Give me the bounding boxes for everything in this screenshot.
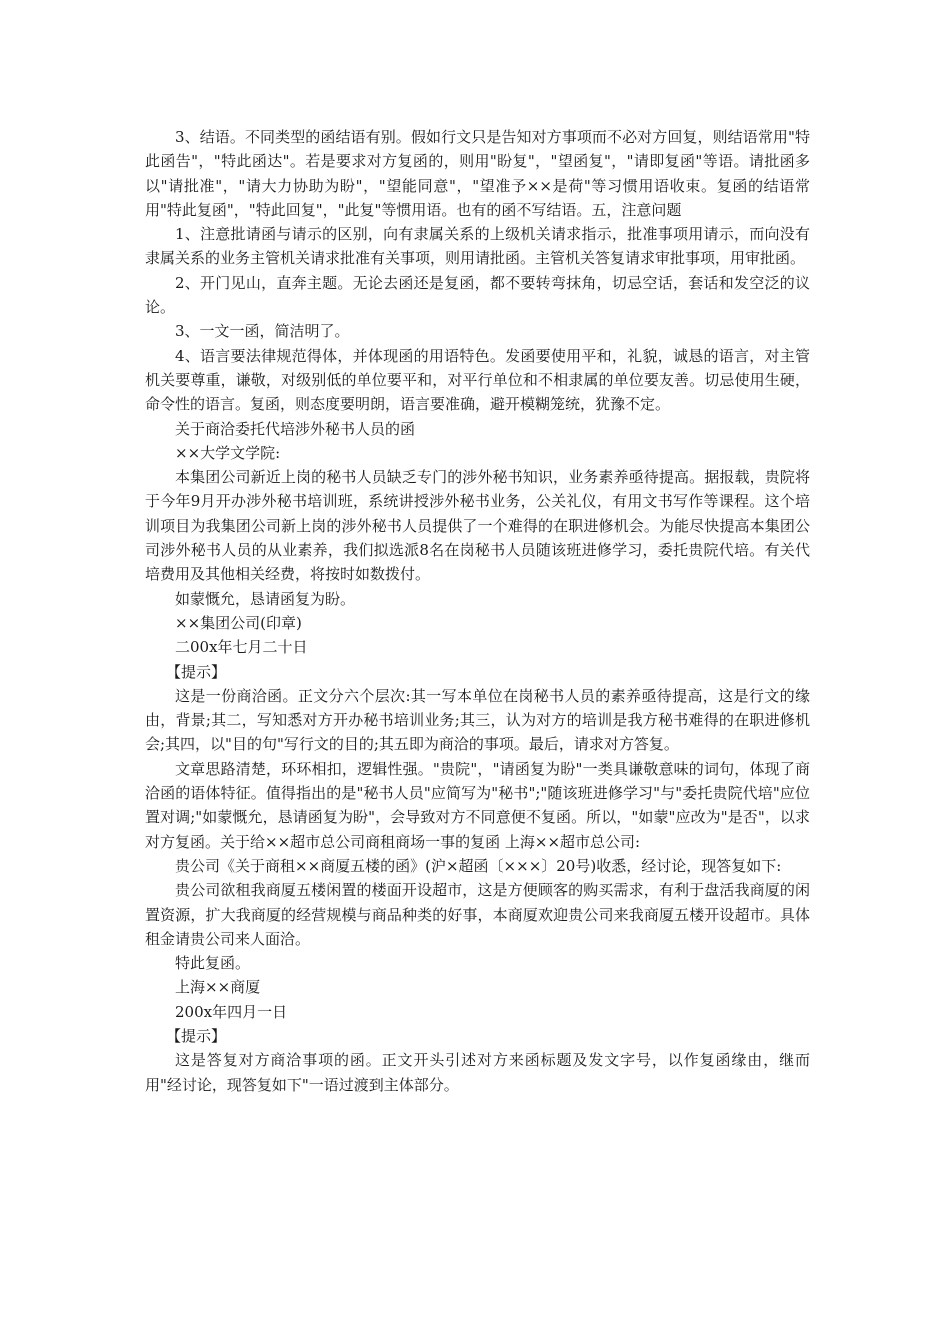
reply-signature: 上海××商厦	[175, 978, 261, 997]
letter-body: 本集团公司新近上岗的秘书人员缺乏专门的涉外秘书知识，业务素养亟待提高。据报载，贵院将于今年9月开办涉外秘书培训班，系统讲授涉外秘书业务，公关礼仪，有用文书写作等课程。这个培训项目为我集团公司新上岗的涉外秘书人员提供了一个难得的在职进修机会。为能尽快提高本集团公司涉外秘书人员的从业素养，我们拟选派8名在岗秘书人员随该班进修学习，委托贵院代培。有关代培费用及其他相关经费，将按时如数拨付。	[145, 468, 810, 584]
reply-body: 贵公司欲租我商厦五楼闲置的楼面开设超市，这是方便顾客的购买需求，有利于盘活我商厦的闲置资源，扩大我商厦的经营规模与商品种类的好事，本商厦欢迎贵公司来我商厦五楼开设超市。具体租金请贵公司来人面洽。	[145, 881, 810, 948]
letter-recipient: ××大学文学院:	[175, 443, 281, 462]
letter-signature: ××集团公司(印章)	[175, 613, 302, 632]
tip-paragraph-2: 文章思路清楚，环环相扣，逻辑性强。"贵院"，"请函复为盼"一类具谦敬意味的词句，体现了商洽函的语体特征。值得指出的是"秘书人员"应简写为"秘书";"随该班进修学习"与"委托贵院代培"应位置对调;"如蒙慨允，恳请函复为盼"，会导致对方不同意便不复函。所以，"如蒙"应改为"是否"，以求对方复函。关于给××超市总公司商租商场一事的复函 上海××超市总公司:	[145, 759, 810, 851]
reply-closing: 特此复函。	[175, 954, 251, 973]
paragraph-note-2: 2、开门见山，直奔主题。无论去函还是复函，都不要转弯抹角，切忌空话，套话和发空泛的议论。	[145, 273, 810, 317]
paragraph-closing-remarks: 3、结语。不同类型的函结语有别。假如行文只是告知对方事项而不必对方回复，则结语常用"特此函告"，"特此函达"。若是要求对方复函的，则用"盼复"，"望函复"，"请即复函"等语。请批函多以"请批准"，"请大力协助为盼"，"望能同意"，"望准予××是荷"等习惯用语收束。复函的结语常用"特此复函"，"特此回复"，"此复"等惯用语。也有的函不写结语。五，注意问题	[145, 128, 810, 219]
letter-closing: 如蒙慨允，恳请函复为盼。	[175, 589, 356, 608]
tip-heading-2: 【提示】	[166, 1026, 227, 1045]
paragraph-note-1: 1、注意批请函与请示的区别，向有隶属关系的上级机关请求指示，批准事项用请示，而向没有隶属关系的业务主管机关请求批准有关事项，则用请批函。主管机关答复请求审批事项，用审批函。	[145, 225, 810, 268]
tip-paragraph-3: 这是答复对方商洽事项的函。正文开头引述对方来函标题及发文字号，以作复函缘由，继而用"经讨论，现答复如下"一语过渡到主体部分。	[145, 1051, 810, 1094]
tip-heading: 【提示】	[166, 662, 227, 681]
tip-paragraph-1: 这是一份商洽函。正文分六个层次:其一写本单位在岗秘书人员的素养亟待提高，这是行文的缘由，背景;其二，写知悉对方开办秘书培训业务;其三，认为对方的培训是我方秘书难得的在职进修机会;其四，以"目的句"写行文的目的;其五即为商洽的事项。最后，请求对方答复。	[145, 686, 810, 754]
letter-title: 关于商洽委托代培涉外秘书人员的函	[175, 419, 416, 438]
paragraph-note-4: 4、语言要法律规范得体，并体现函的用语特色。发函要使用平和，礼貌，诚恳的语言，对主管机关要尊重，谦敬，对级别低的单位要平和，对平行单位和不相隶属的单位要友善。切忌使用生硬，命令性的语言。复函，则态度要明朗，语言要准确，避开模糊笼统，犹豫不定。	[145, 346, 810, 414]
letter-date: 二00x年七月二十日	[175, 638, 308, 657]
reply-date: 200x年四月一日	[175, 1002, 288, 1021]
paragraph-note-3: 3、一文一函，简洁明了。	[175, 322, 350, 341]
reply-intro: 贵公司《关于商租××商厦五楼的函》(沪×超函〔×××〕20号)收悉，经讨论，现答复如下:	[175, 856, 782, 875]
document-page	[145, 125, 810, 1097]
